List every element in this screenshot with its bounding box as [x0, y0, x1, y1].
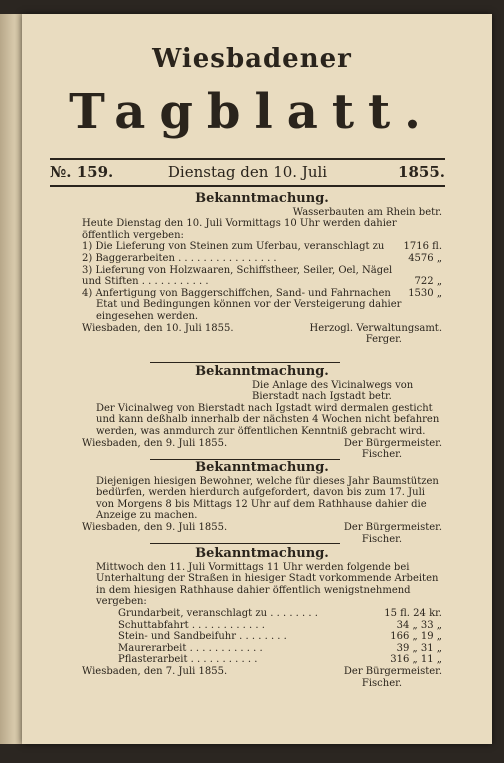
notice-vicinal-road — [82, 366, 442, 461]
place-date: Wiesbaden, den 10. Juli 1855. — [82, 322, 234, 334]
list-item: 2) Baggerarbeiten . . . . . . . . . . . . . . . . 4576 „ — [82, 252, 442, 264]
list-item: 3) Lieferung von Holzwaaren, Schiffstheer, Seiler, Oel, Nägel und Stiften . . . . . . . . . . . 722 „ — [82, 264, 442, 288]
masthead-title: Tagblatt. — [69, 84, 435, 140]
notice-signature — [82, 522, 442, 534]
masthead-city: Wiesbadener — [152, 44, 352, 74]
authority: Der Bürgermeister. — [343, 521, 442, 533]
issue-year: 1855. — [398, 163, 445, 181]
signer: Ferger. — [365, 334, 402, 346]
notice-signature — [82, 666, 442, 678]
place-date: Wiesbaden, den 7. Juli 1855. — [82, 665, 228, 677]
notice-signature — [82, 438, 442, 450]
notice-subject: Die Anlage des Vicinalwegs von Bierstadt nach Igstadt betr. — [252, 379, 414, 403]
signer: Fischer. — [361, 677, 402, 689]
list-item: 4) Anfertigung von Baggerschiffchen, Sand- und Fahrnachen 1530 „ — [82, 287, 442, 299]
authority: Der Bürgermeister. — [343, 665, 442, 677]
place-date: Wiesbaden, den 9. Juli 1855. — [82, 437, 228, 449]
signer: Fischer. — [361, 449, 402, 461]
notice-body: Mittwoch den 11. Juli Vormittags 11 Uhr werden folgende bei Unterhaltung der Straßen in hiesiger Stadt vorkommende Arbeiten in dem hiesigen Rathhause dahier öffentlich wenigstnehmend vergeben: — [96, 561, 439, 608]
list-item: 1) Die Lieferung von Steinen zum Uferbau, veranschlagt zu 1716 fl. — [82, 241, 442, 253]
divider — [150, 543, 340, 544]
place-date: Wiesbaden, den 9. Juli 1855. — [82, 521, 228, 533]
notice-heading: Bekanntmachung. — [195, 546, 329, 561]
notice-signature — [82, 323, 442, 335]
issue-date: Dienstag den 10. Juli — [167, 163, 328, 181]
list-item: Stein- und Sandbeifuhr . . . . . . . . 166 „ 19 „ — [118, 631, 442, 643]
header-rule-bottom — [50, 185, 445, 187]
notice-street-works — [82, 548, 442, 689]
notice-heading: Bekanntmachung. — [195, 364, 329, 379]
notice-body: Diejenigen hiesigen Bewohner, welche für dieses Jahr Baumstützen bedürfen, werden hierdurch aufgefordert, davon bis zum 17. Juli von Morgens 8 bis Mittags 12 Uhr auf dem Rathhause dahier die Anzeige zu machen. — [96, 475, 439, 522]
list-item: Schuttabfahrt . . . . . . . . . . . . 34 „ 33 „ — [118, 619, 442, 631]
issue-number: №. 159. — [50, 163, 114, 181]
notice-heading: Bekanntmachung. — [195, 460, 329, 475]
authority: Der Bürgermeister. — [343, 437, 442, 449]
list-item: Pflasterarbeit . . . . . . . . . . . 316 „ 11 „ — [118, 654, 442, 666]
signer: Fischer. — [361, 533, 402, 545]
list-item: Grundarbeit, veranschlagt zu . . . . . . . . 15 fl. 24 kr. — [118, 607, 442, 619]
notice-heading: Bekanntmachung. — [195, 191, 329, 206]
notice-intro: Heute Dienstag den 10. Juli Vormittags 10 Uhr werden dahier öffentlich vergeben: — [82, 218, 397, 241]
header-rule-top — [50, 158, 445, 160]
notice-body: Der Vicinalweg von Bierstadt nach Igstadt wird dermalen gesticht und kann deßhalb innerhalb der nächsten 4 Wochen nicht befahren werden, was anmdurch zur öffentlichen Kenntniß gebracht wird. — [96, 402, 440, 437]
dateline — [50, 163, 445, 183]
notice-outro: Etat und Bedingungen können vor der Versteigerung dahier eingesehen werden. — [96, 299, 402, 322]
divider — [150, 362, 340, 363]
notice-subject: Wasserbauten am Rhein betr. — [292, 206, 442, 218]
notice-water-works — [82, 193, 442, 346]
notice-tree-supports — [82, 462, 442, 545]
authority: Herzogl. Verwaltungsamt. — [309, 322, 442, 334]
list-item: Maurerarbeit . . . . . . . . . . . . 39 „ 31 „ — [118, 642, 442, 654]
